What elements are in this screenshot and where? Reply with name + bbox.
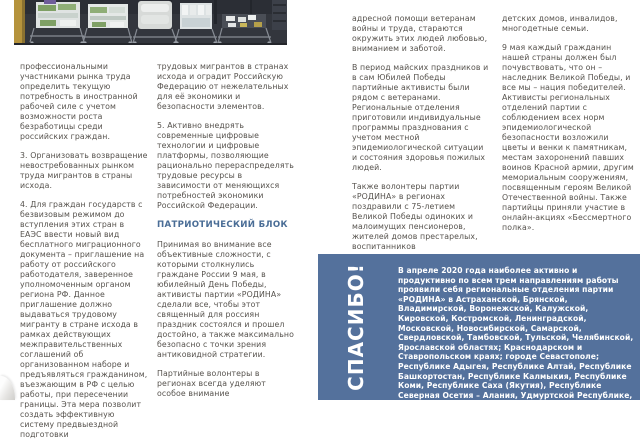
left-page-column-2 [157,62,294,399]
paragraph: Также волонтеры партии «РОДИНА» в регионах поздравили с 75-летием Великой Победы одиноких и малоимущих пенсионеров, жителей домов престарелых, воспитанников [352,182,478,251]
paragraph: Принимая во внимание все объективные сложности, с которыми столкнулись граждане России 9 мая, в юбилейный День Победы, активисты партии «РОДИНА» сделали все, чтобы этот священный для россиян праздник состоялся и прошел достойно, а также максимально безопасно с точки зрения антиковидной стратегии. [157,240,294,359]
page-curl-decoration [0,376,15,400]
store-carts-photo-graphic [14,0,287,45]
paragraph: 5. Активно внедрять современные цифровые технологии и цифровые платформы, позволяющие рационально перераспределять трудовые ресурсы в зависимости от меняющихся потребностей экономики Российской Федерации. [157,121,294,210]
paragraph: адресной помощи ветеранам войны и труда, стараются окружить этих людей любовью, вниманием и заботой. [352,14,488,53]
paragraph: 3. Организовать возвращение невостребованных рынком труда мигрантов в страны исхода. [20,151,148,190]
thanks-vertical-title-text: СПАСИБО! [344,263,368,391]
paragraph: детских домов, инвалидов, многодетные семьи. [502,14,618,33]
store-carts-photo [14,0,287,45]
thanks-vertical-title [326,254,386,400]
left-page-column-1 [20,62,148,440]
paragraph: профессиональными участниками рынка труда определить текущую потребность в иностранной рабочей силе с учетом возможности роста безработицы среди российских граждан. [20,62,138,141]
paragraph: 9 мая каждый гражданин нашей страны должен был почувствовать, что он – наследник Великой Победы, и все мы – нация победителей. Активисты региональных отделений партии с соблюдением всех норм эпидемиологической безопасности возложили цветы и венки к памятникам, местам захоронений павших воинов Красной армии, другим мемориальным сооружениям, посвященным героям Великой Отечественной войны. Также партийцы приняли участие в онлайн-акциях «Бессмертного полка». [502,43,634,232]
right-page-column-2 [502,14,636,233]
section-heading-patriotic-block: ПАТРИОТИЧЕСКИЙ БЛОК [157,220,288,230]
paragraph: В период майских праздников и в сам Юбилей Победы партийные активисты были рядом с ветеранами. Региональные отделения приготовили индивидуальные программы празднования с учетом местной эпидемиологической ситуации и состояния здоровья пожилых людей. [352,63,489,172]
paragraph: Партийные волонтеры в регионах всегда уделяют особое внимание [157,369,266,398]
thanks-callout-box [318,254,640,419]
right-page-column-1 [352,14,490,252]
thanks-body-text: В апреле 2020 года наиболее активно и продуктивно по всем трем направлениям работы проявили себя региональные отделения партии «РОДИНА» в Астраханской, Брянской, Владимирской, Воронежской, Калужской, Кировской, Костромской, Ленинградской, Московской, Новосибирской, Самарской, Свердловской, Тамбовской, Тульской, Челябинской, Ярославской областях; Краснодарском и Ставропольском краях; городе Севастополе; Республике Адыгея, Республике Алтай, Республике Башкортостан, Республике Калмыкия, Республике Коми, Республике Саха (Якутия), Республике Северная Осетия – Алания, Удмуртской Республике, Чувашской Республике, Ямало-Ненецком автономном округе. [398,266,634,419]
paragraph: 4. Для граждан государств с безвизовым режимом до вступления этих стран в ЕАЭС ввести новый вид бесплатного миграционного документа – приглашение на работу от российского работодателя, заверенное уполномоченным органом региона РФ. Данное приглашение должно выдаваться трудовому мигранту в стране исхода в рамках действующих межправительственных соглашений об организованном наборе и предъявляться гражданином, въезжающим в РФ с целью работы, при пересечении границы. Эта мера позволит создать эффективную систему предвыездной подготовки [20,200,148,439]
paragraph: трудовых мигрантов в странах исхода и оградит Российскую Федерацию от нежелательных для её экономики и безопасности элементов. [157,62,289,111]
